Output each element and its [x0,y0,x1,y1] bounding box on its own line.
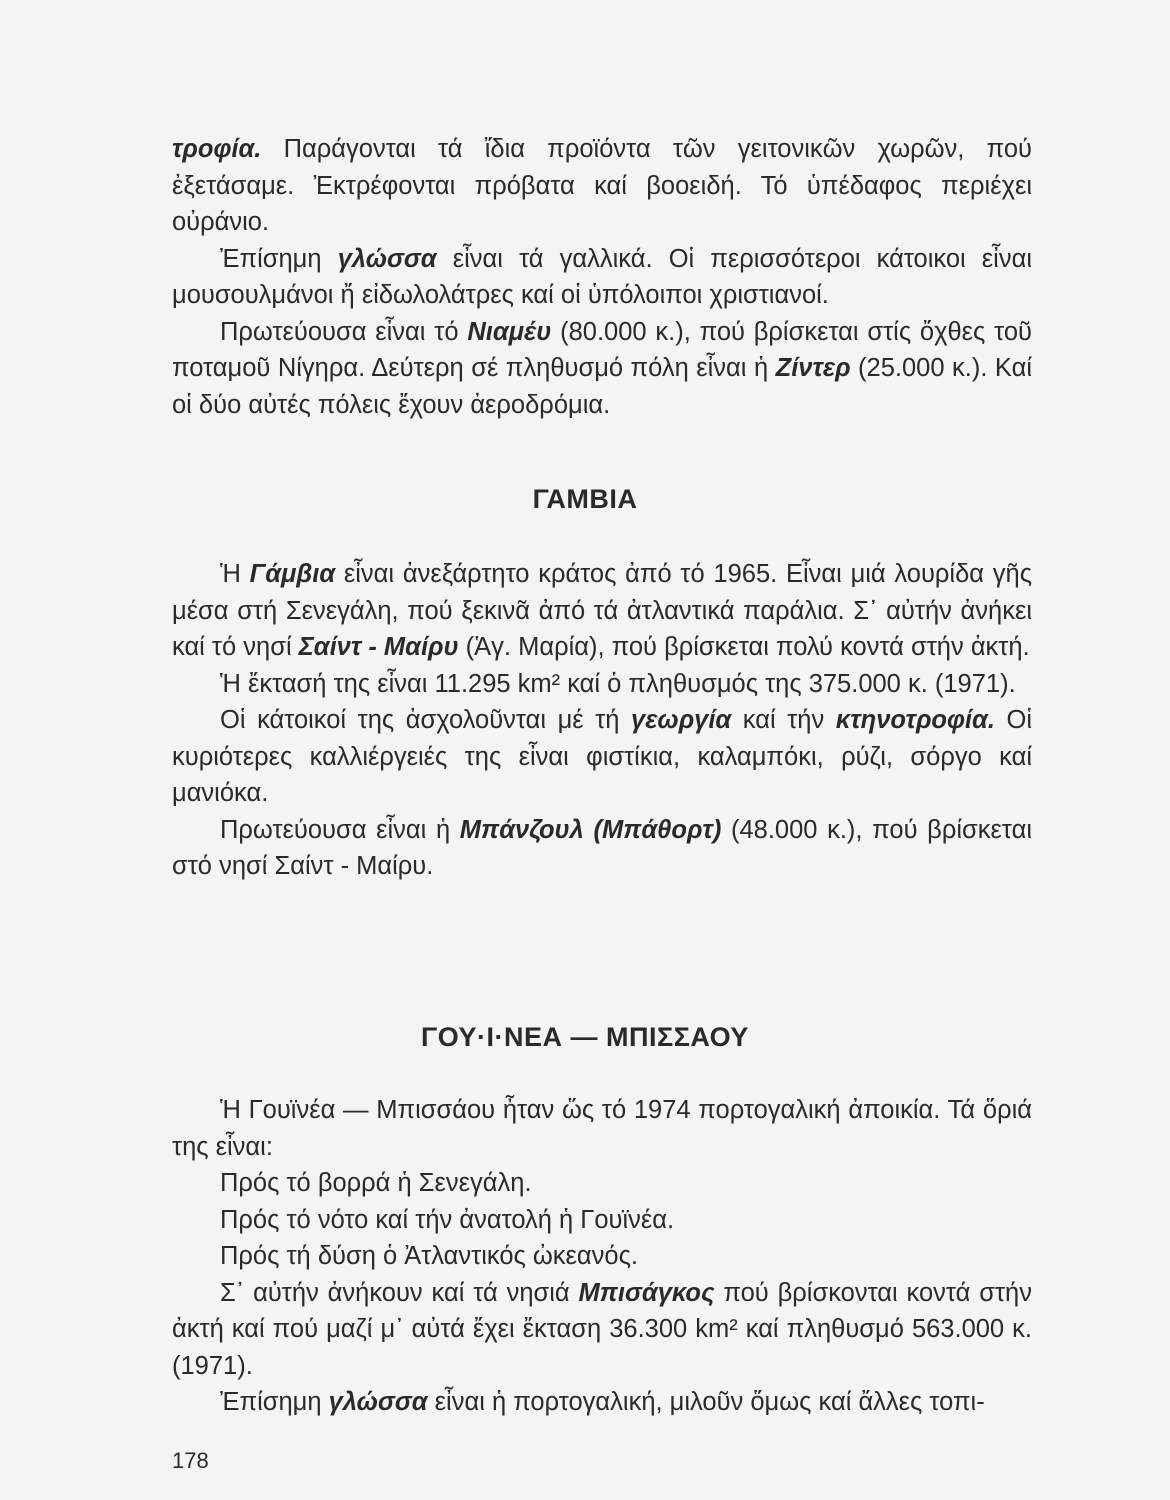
guinea-bissau-text-block [172,1092,1032,1421]
emphasis-term: Γάμβια [249,560,336,588]
emphasis-term: Μπάνζουλ (Μπάθορτ) [459,815,722,844]
border-item: Πρός τή δύση ὁ Ἀτλαντικός ὠκεανός. [220,1242,638,1270]
section-heading-gambia: ΓΑΜΒΙΑ [532,484,638,514]
page-number: 178 [172,1448,209,1473]
emphasis-term: γεωργία [631,706,732,734]
paragraph: τροφία. Παράγονται τά ἴδια προϊόντα τῶν γειτονικῶν χωρῶν, πού ἐξετάσαμε. Ἐκτρέφονται πρόβατα καί βοοειδή. Τό ὑπέδαφος περιέχει οὐράνιο. [172,135,1032,236]
paragraph: Ἐπίσημη γλώσσα εἶναι ἡ πορτογαλική, μιλοῦν ὅμως καί ἄλλες τοπι- [220,1388,985,1416]
paragraph: Πρωτεύουσα εἶναι τό Νιαμέυ (80.000 κ.), πού βρίσκεται στίς ὄχθες τοῦ ποταμοῦ Νίγηρα. Δεύτερη σέ πληθυσμό πόλη εἶναι ἡ Ζίντερ (25.000 κ.). Καί οἱ δύο αὐτές πόλεις ἔχουν ἀεροδρόμια. [172,317,1032,419]
paragraph: Ἡ Γουϊνέα — Μπισσάου ἦταν ὥς τό 1974 πορτογαλική ἀποικία. Τά ὅριά της εἶναι: [172,1096,1032,1161]
border-item: Πρός τό βορρά ἡ Σενεγάλη. [220,1169,532,1197]
section-heading-guinea-bissau: ΓΟΥ·Ι·ΝΕΑ — ΜΠΙΣΣΑΟΥ [421,1022,749,1052]
emphasis-term: Νιαμέυ [467,317,552,346]
emphasis-term: κτηνοτροφία. [835,706,995,734]
border-item: Πρός τό νότο καί τήν ἀνατολή ἡ Γουϊνέα. [220,1205,675,1234]
emphasis-term: τροφία. [172,135,262,163]
paragraph: Πρωτεύουσα εἶναι ἡ Μπάνζουλ (Μπάθορτ) (48.000 κ.), πού βρίσκεται στό νησί Σαίντ - Μαίρυ. [172,815,1032,880]
emphasis-term: Μπισάγκος [578,1278,715,1307]
paragraph: Ἡ Γάμβια εἶναι ἀνεξάρτητο κράτος ἀπό τό 1965. Εἶναι μιά λουρίδα γῆς μέσα στή Σενεγάλη, πού ξεκινᾶ ἀπό τά ἀτλαντικά παράλια. Σ᾽ αὐτήν ἀνήκει καί τό νησί Σαίντ - Μαίρυ (Ἁγ. Μαρία), πού βρίσκεται πολύ κοντά στήν ἀκτή. [172,560,1032,661]
intro-text-block [172,131,1032,423]
paragraph: Σ᾽ αὐτήν ἀνήκουν καί τά νησιά Μπισάγκος πού βρίσκονται κοντά στήν ἀκτή καί πού μαζί μ᾽ αὐτά ἔχει ἔκταση 36.300 km² καί πληθυσμό 563.000 κ. (1971). [172,1278,1032,1380]
paragraph: Ἐπίσημη γλώσσα εἶναι τά γαλλικά. Οἱ περισσότεροι κάτοικοι εἶναι μουσουλμάνοι ἤ εἰδωλολάτρες καί οἱ ὑπόλοιποι χριστιανοί. [172,244,1032,309]
paragraph: Οἱ κάτοικοί της ἀσχολοῦνται μέ τή γεωργία καί τήν κτηνοτροφία. Οἱ κυριότερες καλλιέργειές της εἶναι φιστίκια, καλαμπόκι, ρύζι, σόργο καί μανιόκα. [172,706,1032,807]
emphasis-term: Σαίντ - Μαίρυ [298,633,459,661]
emphasis-term: γλώσσα [337,244,437,273]
emphasis-term: Ζίντερ [775,354,851,382]
gambia-text-block [172,556,1032,885]
emphasis-term: γλώσσα [328,1388,428,1416]
paragraph: Ἡ ἔκτασή της εἶναι 11.295 km² καί ὁ πληθυσμός της 375.000 κ. (1971). [220,669,1016,698]
